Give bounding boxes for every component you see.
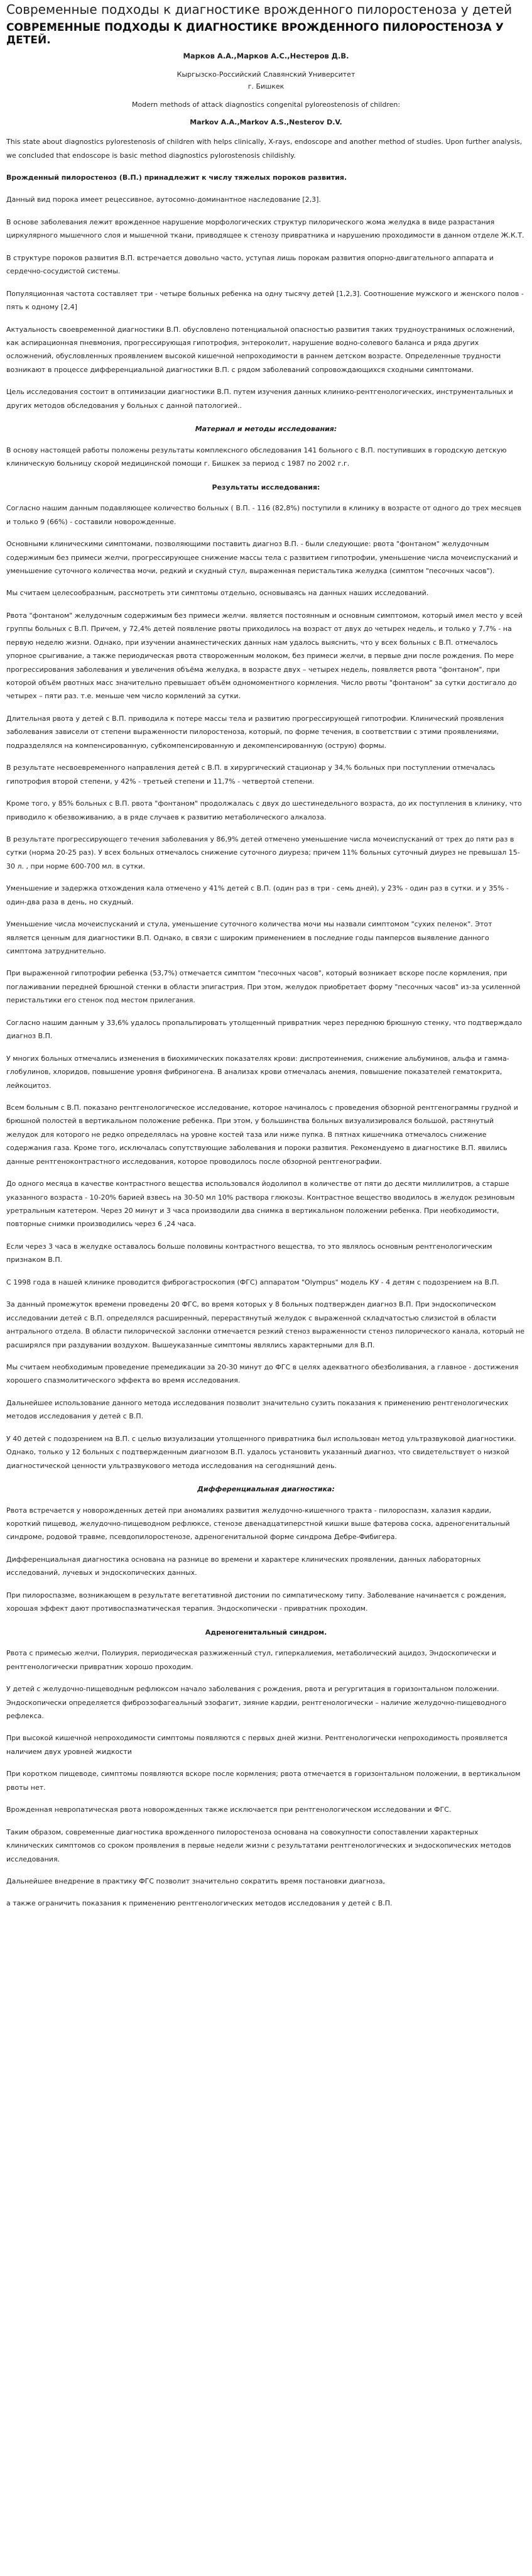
affiliation: Кыргызско-Российский Славянский Университет bbox=[176, 70, 356, 79]
paragraph: Уменьшение и задержка отхождения кала отмечено у 41% детей с В.П. (один раз в три - семь дней), у 23% - один раз в сутки. и у 35% - один-два раза в день, но скудный. bbox=[6, 884, 509, 906]
paragraph: В результате прогрессирующего течения заболевания у 86,9% детей отмечено уменьшение числа мочеиспусканий от трех до пяти раз в сутки (норма 20-25 раз). У всех больных отмечалось снижение суточного диуреза; причем 11% больных суточный диурез не превышал 15-30 л. , при норме 600-700 мл. в сутки. bbox=[6, 835, 520, 870]
paragraph: Рвота встречается у новорожденных детей при аномалиях развития желудочно-кишечного тракта - пилороспазм, халазия кардии, короткий пищевод, желудочно-пищеводном рефлюксе, стенозе двенадцатиперстной кишки выше фатерова соска, адреногенитальный синдроме, родовой травме, псевдопилоростенозе, адреногенитальной форме синдрома Дебре-Фибигера. bbox=[6, 1506, 510, 1542]
paragraph: Дальнейшее внедрение в практику ФГС позволит значительно сократить время постановки диагноза, bbox=[6, 1877, 385, 1885]
differential-section bbox=[6, 1504, 526, 1616]
abstract-en: This state about diagnostics pylorestenosis of children with helps clinically, X-rays, endoscope and another method of studies. Upon further analysis, we concluded that endoscope is basic method diagnostics pylorostenosis childishly. bbox=[6, 138, 523, 160]
paragraph: Популяционная частота составляет три - четыре больных ребенка на одну тысячу детей [1,2,3]. Соотношение мужского и женского полов - пять к одному [2,4] bbox=[6, 289, 524, 312]
intro-section bbox=[6, 193, 526, 412]
paragraph: Цель исследования состоит в оптимизации диагностики В.П. путем изучения данных клинико-рентгенологических, инструментальных и других методов обследования у больных с данной патологией.. bbox=[6, 388, 513, 410]
title-en: Modern methods of attack diagnostics congenital pyloreostenosis of children: bbox=[131, 100, 401, 109]
paragraph: При пилороспазме, возникающем в результате вегетативной дистонии по симпатическому типу. Заболевание начинается с рождения, хорошая эффект дают противоспазматическая терапия. Эндоскопически - привратник проходим. bbox=[6, 1591, 506, 1613]
city: г. Бишкек bbox=[247, 82, 285, 91]
paragraph: Кроме того, у 85% больных с В.П. рвота "фонтаном" продолжалась с двух до шестинедельного возраста, до их поступления в клинику, что приводило к обезвоживанию, а в ряде случаев к развитию метаболического алкалоза. bbox=[6, 799, 522, 821]
paragraph: В результате несвоевременного направления детей с В.П. в хирургический стационар у 34,% больных при поступлении отмечалась гипотрофия второй степени, у 42% - третьей степени и 11,7% - четвертой степени. bbox=[6, 764, 496, 786]
section-heading-differential: Дифференциальная диагностика: bbox=[197, 1485, 335, 1493]
paragraph: При выраженной гипотрофии ребенка (53,7%) отмечается симптом "песочных часов", который возникает вскоре после кормления, при поглаживании передней брюшной стенки в области эпигастрия. При этом, желудок приобретает форму "песочных часов" из-за усиленной перистальтики его стенок под местом прилегания. bbox=[6, 969, 521, 1005]
paragraph: В структуре пороков развития В.П. встречается довольно часто, уступая лишь порокам развития опорно-двигательного аппарата и сердечно-сосудистой системы. bbox=[6, 253, 494, 276]
paragraph: Всем больным с В.П. показано рентгенологическое исследование, которое начиналось с проведения обзорной рентгенограммы грудной и брюшной полостей в вертикальном положение ребенка. При этом, у большинства больных визуализировался большой, растянутый желудок для которого не редко определялась на уровне костей таза или ниже пупка. В пятнах кишечника отмечалось снижение содержания газа. Кроме того, исключалась сопутствующие заболевания и пороки развития. Рекомендуемо в диагностике В.П. явились данные рентгеноконтрастного исследования, которое проводилось после обзорной рентгенографии. bbox=[6, 1103, 518, 1166]
paragraph: Рвота "фонтаном" желудочным содержимым без примеси желчи. является постоянным и основным симптомом, который имел место у всей группы больных с В.П. Причем, у 72,4% детей появление рвоты приходилось на возраст от двух до четырех недель, и только у 7,7% - на первую неделю жизни. Однако, при изучении анамнестических данных нам удалось выяснить, что у всех больных с В.П. отмечалось упорное срыгивание, а также периодическая рвота створоженным молоком, без примеси желчи, в первые дни после рождения. По мере прогрессирования заболевания и увеличения объёма желудка, в возрасте двух – четырех недель, появляется рвота "фонтаном", при которой объём рвотных масс значительно превышает объём одномоментного кормления. Число рвоты "фонтаном" за сутки достигало до четырех – пяти раз. т.е. меньше чем число кормлений за сутки. bbox=[6, 611, 523, 701]
authors-en: Markov A.A.,Markov A.S.,Nesterov D.V. bbox=[190, 118, 342, 127]
paragraph: Согласно нашим данным подавляющее количество больных ( В.П. - 116 (82,8%) поступили в клинику в возрасте от одного до трех месяцев и только 9 (66%) - составили новорожденные. bbox=[6, 504, 522, 526]
section-heading-results: Результаты исследования: bbox=[212, 483, 320, 491]
results-section bbox=[6, 501, 526, 1472]
paragraph: У многих больных отмечались изменения в биохимических показателях крови: диспротеинемия, снижение альбуминов, альфа и гамма-глобулинов, хлоридов, повышение уровня фибриногена. В анализах крови отмечалась анемия, повышение показателей гематокрита, лейкоцитоз. bbox=[6, 1054, 509, 1090]
page-title: Современные подходы к диагностике врожденного пилоростеноза у детей bbox=[6, 2, 513, 17]
materials-section bbox=[6, 444, 526, 471]
section-heading-materials: Материал и методы исследования: bbox=[195, 425, 337, 434]
article-headline: СОВРЕМЕННЫЕ ПОДХОДЫ К ДИАГНОСТИКЕ ВРОЖДЕННОГО ПИЛОРОСТЕНОЗА У ДЕТЕЙ. bbox=[6, 21, 504, 47]
paragraph: Данный вид порока имеет рецессивное, аутосомно-доминантное наследование [2,3]. bbox=[6, 195, 321, 204]
paragraph: При высокой кишечной непроходимости симптомы появляются с первых дней жизни. Рентгенологически непроходимость проявляется наличием двух уровней жидкости bbox=[6, 1734, 508, 1756]
article bbox=[0, 3, 532, 1932]
section-heading-adrenal: Адреногенитальный синдром. bbox=[205, 1628, 327, 1636]
paragraph: У 40 детей с подозрением на В.П. с целью визуализации утолщенного привратника был использован метод ультразвуковой диагностики. Однако, только у 12 больных с подтвержденным диагнозом В.П. удалось установить указанный диагноз, что свидетельствует о низкой диагностической ценности ультразвукового метода исследования на сегодняшний день. bbox=[6, 1434, 516, 1470]
paragraph: В основу настоящей работы положены результаты комплексного обследования 141 больного с В.П. поступивших в городскую детскую клиническую больницу скорой медицинской помощи г. Бишкек за период с 1987 по 2002 г.г. bbox=[6, 446, 507, 468]
paragraph: а также ограничить показания к применению рентгенологических методов исследования у детей с В.П. bbox=[6, 1899, 393, 1908]
paragraph: Мы считаем необходимым проведение премедикации за 20-30 минут до ФГС в целях адекватного обезболивания, а главное - достижения хорошего спазмолитического эффекта во время исследования. bbox=[6, 1362, 519, 1385]
paragraph: Дальнейшее использование данного метода исследования позволит значительно сузить показания к применению рентгенологических методов исследования у детей с В.П. bbox=[6, 1398, 509, 1421]
paragraph: У детей с желудочно-пищеводным рефлюксом начало заболевания с рождения, рвота и регургитация в горизонтальном положении. Эндоскопически определяется фиброэзофагеальный эзофагит, зияние кардии, рентгенологически – наличие желудочно-пищеводного рефлекса. bbox=[6, 1685, 507, 1720]
paragraph: Врожденная невропатическая рвота новорожденных также исключается при рентгенологическом исследовании и ФГС. bbox=[6, 1806, 452, 1814]
paragraph: Рвота с примесью желчи, Полиурия, периодическая разжиженный стул, гиперкалиемия, метаболический ацидоз, Эндоскопически и рентгенологически привратник хорошо проходим. bbox=[6, 1649, 497, 1671]
paragraph: Согласно нашим данным у 33,6% удалось пропальпировать утолщенный привратник через переднюю брюшную стенку, что подтверждало диагноз В.П. bbox=[6, 1018, 522, 1041]
paragraph: При коротком пищеводе, симптомы появляются вскоре после кормления; рвота отмечается в горизонтальном положении, в вертикальном рвоты нет. bbox=[6, 1770, 521, 1792]
paragraph: За данный промежуток времени проведены 20 ФГС, во время которых у 8 больных подтвержден диагноз В.П. При эндоскопическом исследовании детей с В.П. определялся расширенный, перерастянутый желудок с выраженной складчатостью слизистой в области антрального отдела. В области пилорической заслонки отмечается резкий стеноз выраженности стеноз пилорического канала, который не расширялся при раздувании воздухом. Вышеуказанные симптомы являлись характерными для В.П. bbox=[6, 1300, 525, 1349]
paragraph: Основными клиническими симптомами, позволяющими поставить диагноз В.П. - были следующие: рвота "фонтаном" желудочным содержимым без примеси желчи, прогрессирующее снижение массы тела с развитием гипотрофии, уменьшение числа мочеиспусканий и уменьшение суточного количества мочи, редкий и скудный стул, выраженная перистальтика желудка (симптом "песочных часов"). bbox=[6, 540, 518, 575]
paragraph: Мы считаем целесообразным, рассмотреть эти симптомы отдельно, основываясь на данных наших исследований. bbox=[6, 589, 429, 598]
paragraph: Уменьшение числа мочеиспусканий и стула, уменьшение суточного количества мочи мы назвали симптомом "сухих пеленок". Этот является ценным для диагностики В.П. Однако, в связи с широким применением в последние годы памперсов выявление данного симптома затруднительно. bbox=[6, 920, 492, 955]
paragraph: Дифференциальная диагностика основана на разнице во времени и характере клинических проявлении, данных лабораторных исследований, лучевых и эндоскопических данных. bbox=[6, 1555, 481, 1577]
paragraph: С 1998 года в нашей клинике проводится фиброгастроскопия (ФГС) аппаратом "Olympus" модель КУ - 4 детям с подозрением на В.П. bbox=[6, 1278, 499, 1286]
intro-lead: Врожденный пилоростеноз (В.П.) принадлежит к числу тяжелых пороков развития. bbox=[6, 173, 347, 182]
paragraph: В основе заболевания лежит врожденное нарушение морфологических структур пилорического жома желудка в виде разрастания циркулярного мышечного слоя и мышечной ткани, приводящее к стенозу привратника и нарушению проходимости в данном отделе Ж.К.Т. bbox=[6, 217, 524, 240]
paragraph: Если через 3 часа в желудке оставалось больше половины контрастного вещества, то это являлось основным рентгенологическим признаком В.П. bbox=[6, 1242, 492, 1264]
authors-ru: Марков А.А.,Марков А.С.,Нестеров Д.В. bbox=[183, 52, 349, 61]
adrenal-section bbox=[6, 1647, 526, 1910]
paragraph: Актуальность своевременной диагностики В.П. обусловлено потенциальной опасностью развития таких трудноустранимых осложнений, как аспирационная пневмония, прогрессирующая гипотрофия, энтероколит, нарушение водно-солевого баланса и ряда других осложнений, обусловленных проявлением высокой кишечной непроходимости в раннем детском возрасте. Определенные трудности возникают в процессе дифференциальной диагностики В.П. с рядом заболеваний сопровождающихся сходными симптомами. bbox=[6, 325, 515, 374]
paragraph: Длительная рвота у детей с В.П. приводила к потере массы тела и развитию прогрессирующей гипотрофии. Клинический проявления заболевания зависели от степени выраженности пилоростеноза, который, по форме течения, в соответствии с этими проявлениями, подразделялся на компенсированную, субкомпенсированную и декомпенсированную (острую) формы. bbox=[6, 714, 504, 750]
paragraph: До одного месяца в качестве контрастного вещества использовался йодолипол в количестве от пяти до десяти миллилитров, а старше указанного возраста - 10-20% барией взвесь на 30-50 мл 10% раствора глюкозы. Контрастное вещество вводилось в желудок резиновым уретральным катетером. Через 20 минут и 3 часа производили два снимка в вертикальном положении ребенка. При необходимости, повторные снимки производились через 6 ,24 часа. bbox=[6, 1180, 515, 1229]
paragraph: Таким образом, современные диагностика врожденного пилоростеноза основана на совокупности сопоставлении характерных клинических симптомов со сроком проявления в первые недели жизни с результатами рентгенологических и эндоскопических методов исследования. bbox=[6, 1828, 511, 1863]
